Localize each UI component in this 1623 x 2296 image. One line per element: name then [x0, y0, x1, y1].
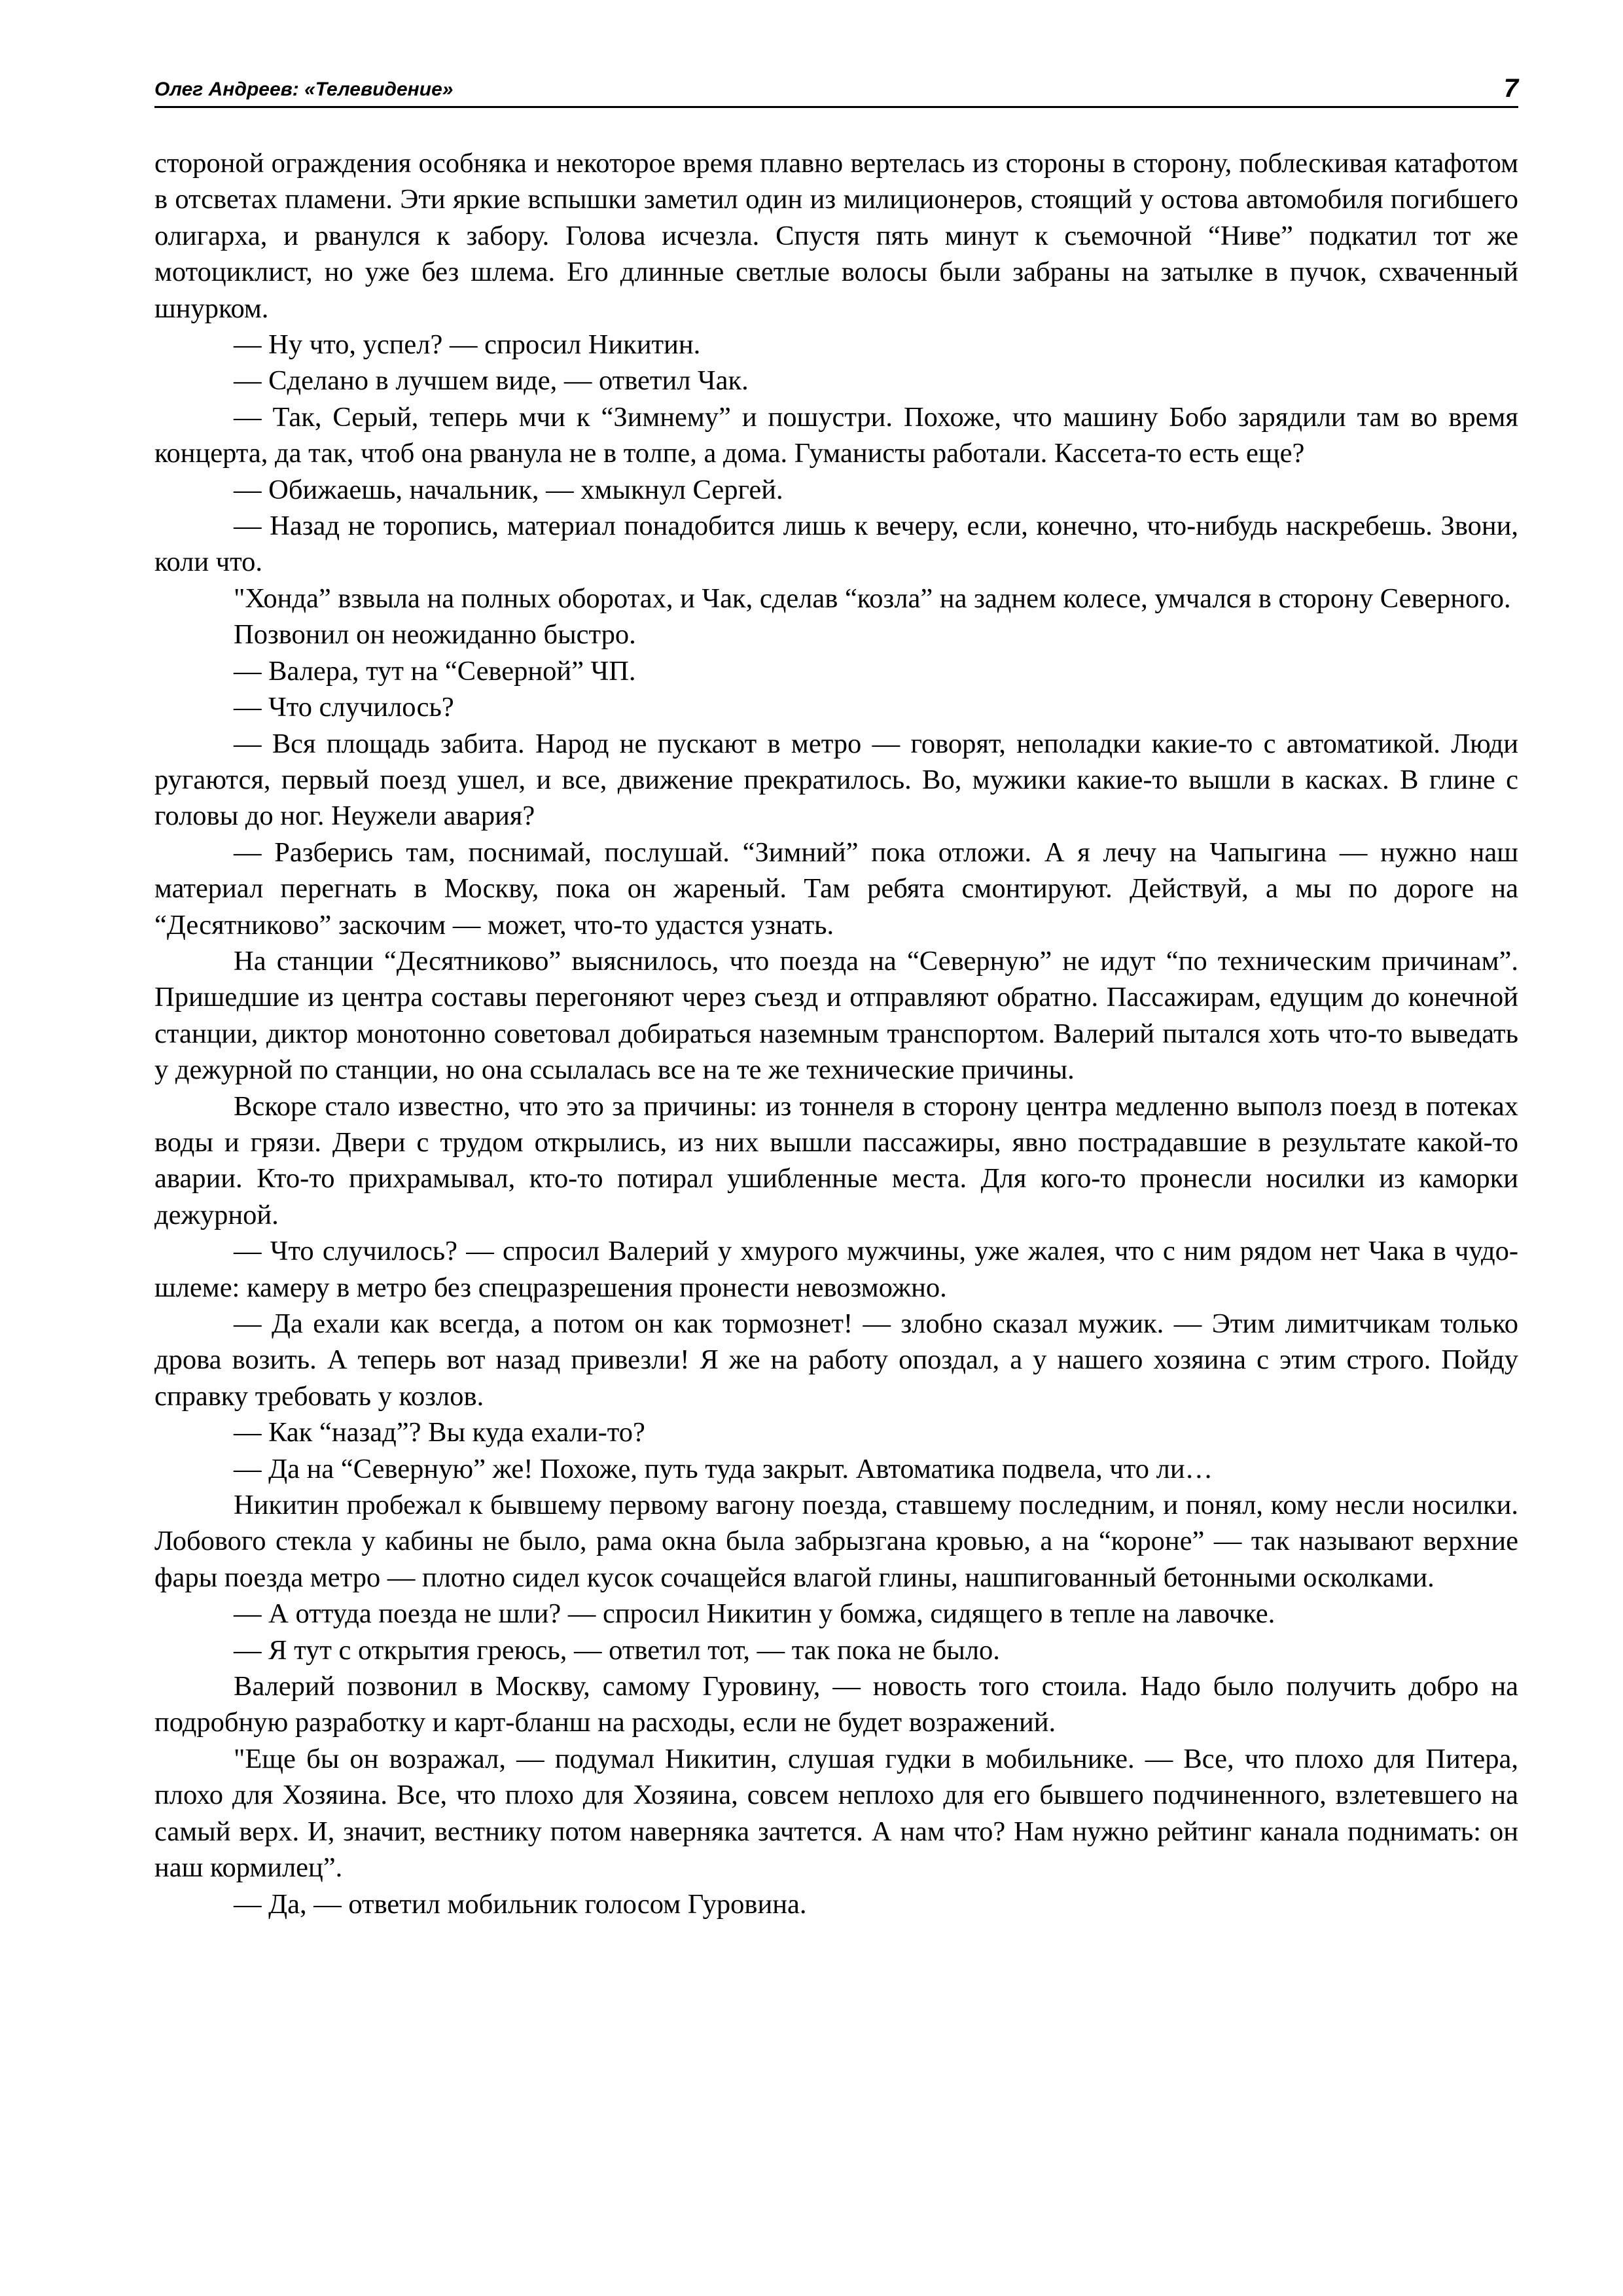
page-number: 7	[1503, 74, 1518, 103]
paragraph: — Так, Серый, теперь мчи к “Зимнему” и пошустри. Похоже, что машину Бобо зарядили там во время концерта, да так, чтоб она рванула не в толпе, а дома. Гуманисты работали. Кассета-то есть еще?	[154, 401, 1518, 469]
paragraph: — Вся площадь забита. Народ не пускают в метро — говорят, неполадки какие-то с автоматикой. Люди ругаются, первый поезд ушел, и все, движение прекратилось. Во, мужики какие-то вышли в касках. В глине с головы до ног. Неужели авария?	[154, 728, 1518, 832]
paragraph: — Что случилось?	[234, 692, 454, 723]
header-title: Олег Андреев: «Телевидение»	[154, 79, 454, 100]
paragraph: — А оттуда поезда не шли? — спросил Никитин у бомжа, сидящего в тепле на лавочке.	[234, 1598, 1275, 1630]
paragraph: — Да на “Северную” же! Похоже, путь туда закрыт. Автоматика подвела, что ли…	[234, 1453, 1213, 1484]
paragraph: Позвонил он неожиданно быстро.	[234, 619, 636, 651]
paragraph: — Как “назад”? Вы куда ехали-то?	[234, 1417, 645, 1448]
paragraph: Валерий позвонил в Москву, самому Гуровину, — новость того стоила. Надо было получить добро на подробную разработку и карт-бланш на расходы, если не будет возражений.	[154, 1671, 1518, 1738]
paragraph: Вскоре стало известно, что это за причины: из тоннеля в сторону центра медленно выполз поезд в потеках воды и грязи. Двери с трудом открылись, из них вышли пассажиры, явно пострадавшие в результате какой-то аварии. Кто-то прихрамывал, кто-то потирал ушибленные места. Для кого-то пронесли носилки из каморки дежурной.	[154, 1090, 1518, 1230]
body-text	[154, 145, 1518, 1922]
paragraph: — Что случилось? — спросил Валерий у хмурого мужчины, уже жалея, что с ним рядом нет Чака в чудо-шлеме: камеру в метро без спецразрешения пронести невозможно.	[154, 1236, 1518, 1303]
paragraph: "Еще бы он возражал, — подумал Никитин, слушая гудки в мобильнике. — Все, что плохо для Питера, плохо для Хозяина. Все, что плохо для Хозяина, совсем неплохо для его бывшего подчиненного, взлетевшего на самый верх. И, значит, вестнику потом наверняка зачтется. А нам что? Нам нужно рейтинг канала поднимать: он наш кормилец”.	[154, 1743, 1518, 1884]
paragraph: стороной ограждения особняка и некоторое время плавно вертелась из стороны в сторону, поблескивая катафотом в отсветах пламени. Эти яркие вспышки заметил один из милиционеров, стоящий у остова автомобиля погибшего олигарха, и рванулся к забору. Голова исчезла. Спустя пять минут к съемочной “Ниве” подкатил тот же мотоциклист, но уже без шлема. Его длинные светлые волосы были забраны на затылке в пучок, схваченный шнурком.	[154, 148, 1518, 324]
paragraph: — Я тут с открытия греюсь, — ответил тот, — так пока не было.	[234, 1634, 1000, 1666]
paragraph: — Сделано в лучшем виде, — ответил Чак.	[234, 365, 749, 397]
paragraph: "Хонда” взвыла на полных оборотах, и Чак, сделав “козла” на заднем колесе, умчался в сторону Северного.	[234, 583, 1511, 614]
paragraph: — Обижаешь, начальник, — хмыкнул Сергей.	[234, 474, 783, 505]
paragraph: — Да, — ответил мобильник голосом Гуровина.	[234, 1888, 807, 1920]
paragraph: — Разберись там, поснимай, послушай. “Зимний” пока отложи. А я лечу на Чапыгина — нужно наш материал перегнать в Москву, пока он жареный. Там ребята смонтируют. Действуй, а мы по дороге на “Десятниково” заскочим — может, что-то удастся узнать.	[154, 836, 1518, 941]
paragraph: На станции “Десятниково” выяснилось, что поезда на “Северную” не идут “по техническим причинам”. Пришедшие из центра составы перегоняют через съезд и отправляют обратно. Пассажирам, едущим до конечной станции, диктор монотонно советовал добираться наземным транспортом. Валерий пытался хоть что-то выведать у дежурной по станции, но она ссылалась все на те же технические причины.	[154, 945, 1518, 1086]
paragraph: Никитин пробежал к бывшему первому вагону поезда, ставшему последним, и понял, кому несли носилки. Лобового стекла у кабины не было, рама окна была забрызгана кровью, а на “короне” — так называют верхние фары поезда метро — плотно сидел кусок сочащейся влагой глины, нашпигованный бетонными осколками.	[154, 1490, 1518, 1593]
paragraph: — Да ехали как всегда, а потом он как тормознет! — злобно сказал мужик. — Этим лимитчикам только дрова возить. А теперь вот назад привезли! Я же на работу опоздал, а у нашего хозяина с этим строго. Пойду справку требовать у козлов.	[154, 1308, 1518, 1412]
paragraph: — Валера, тут на “Северной” ЧП.	[234, 655, 636, 687]
paragraph: — Назад не торопись, материал понадобится лишь к вечеру, если, конечно, что-нибудь наскребешь. Звони, коли что.	[154, 511, 1518, 578]
paragraph: — Ну что, успел? — спросил Никитин.	[234, 329, 701, 361]
running-header	[154, 71, 1518, 108]
